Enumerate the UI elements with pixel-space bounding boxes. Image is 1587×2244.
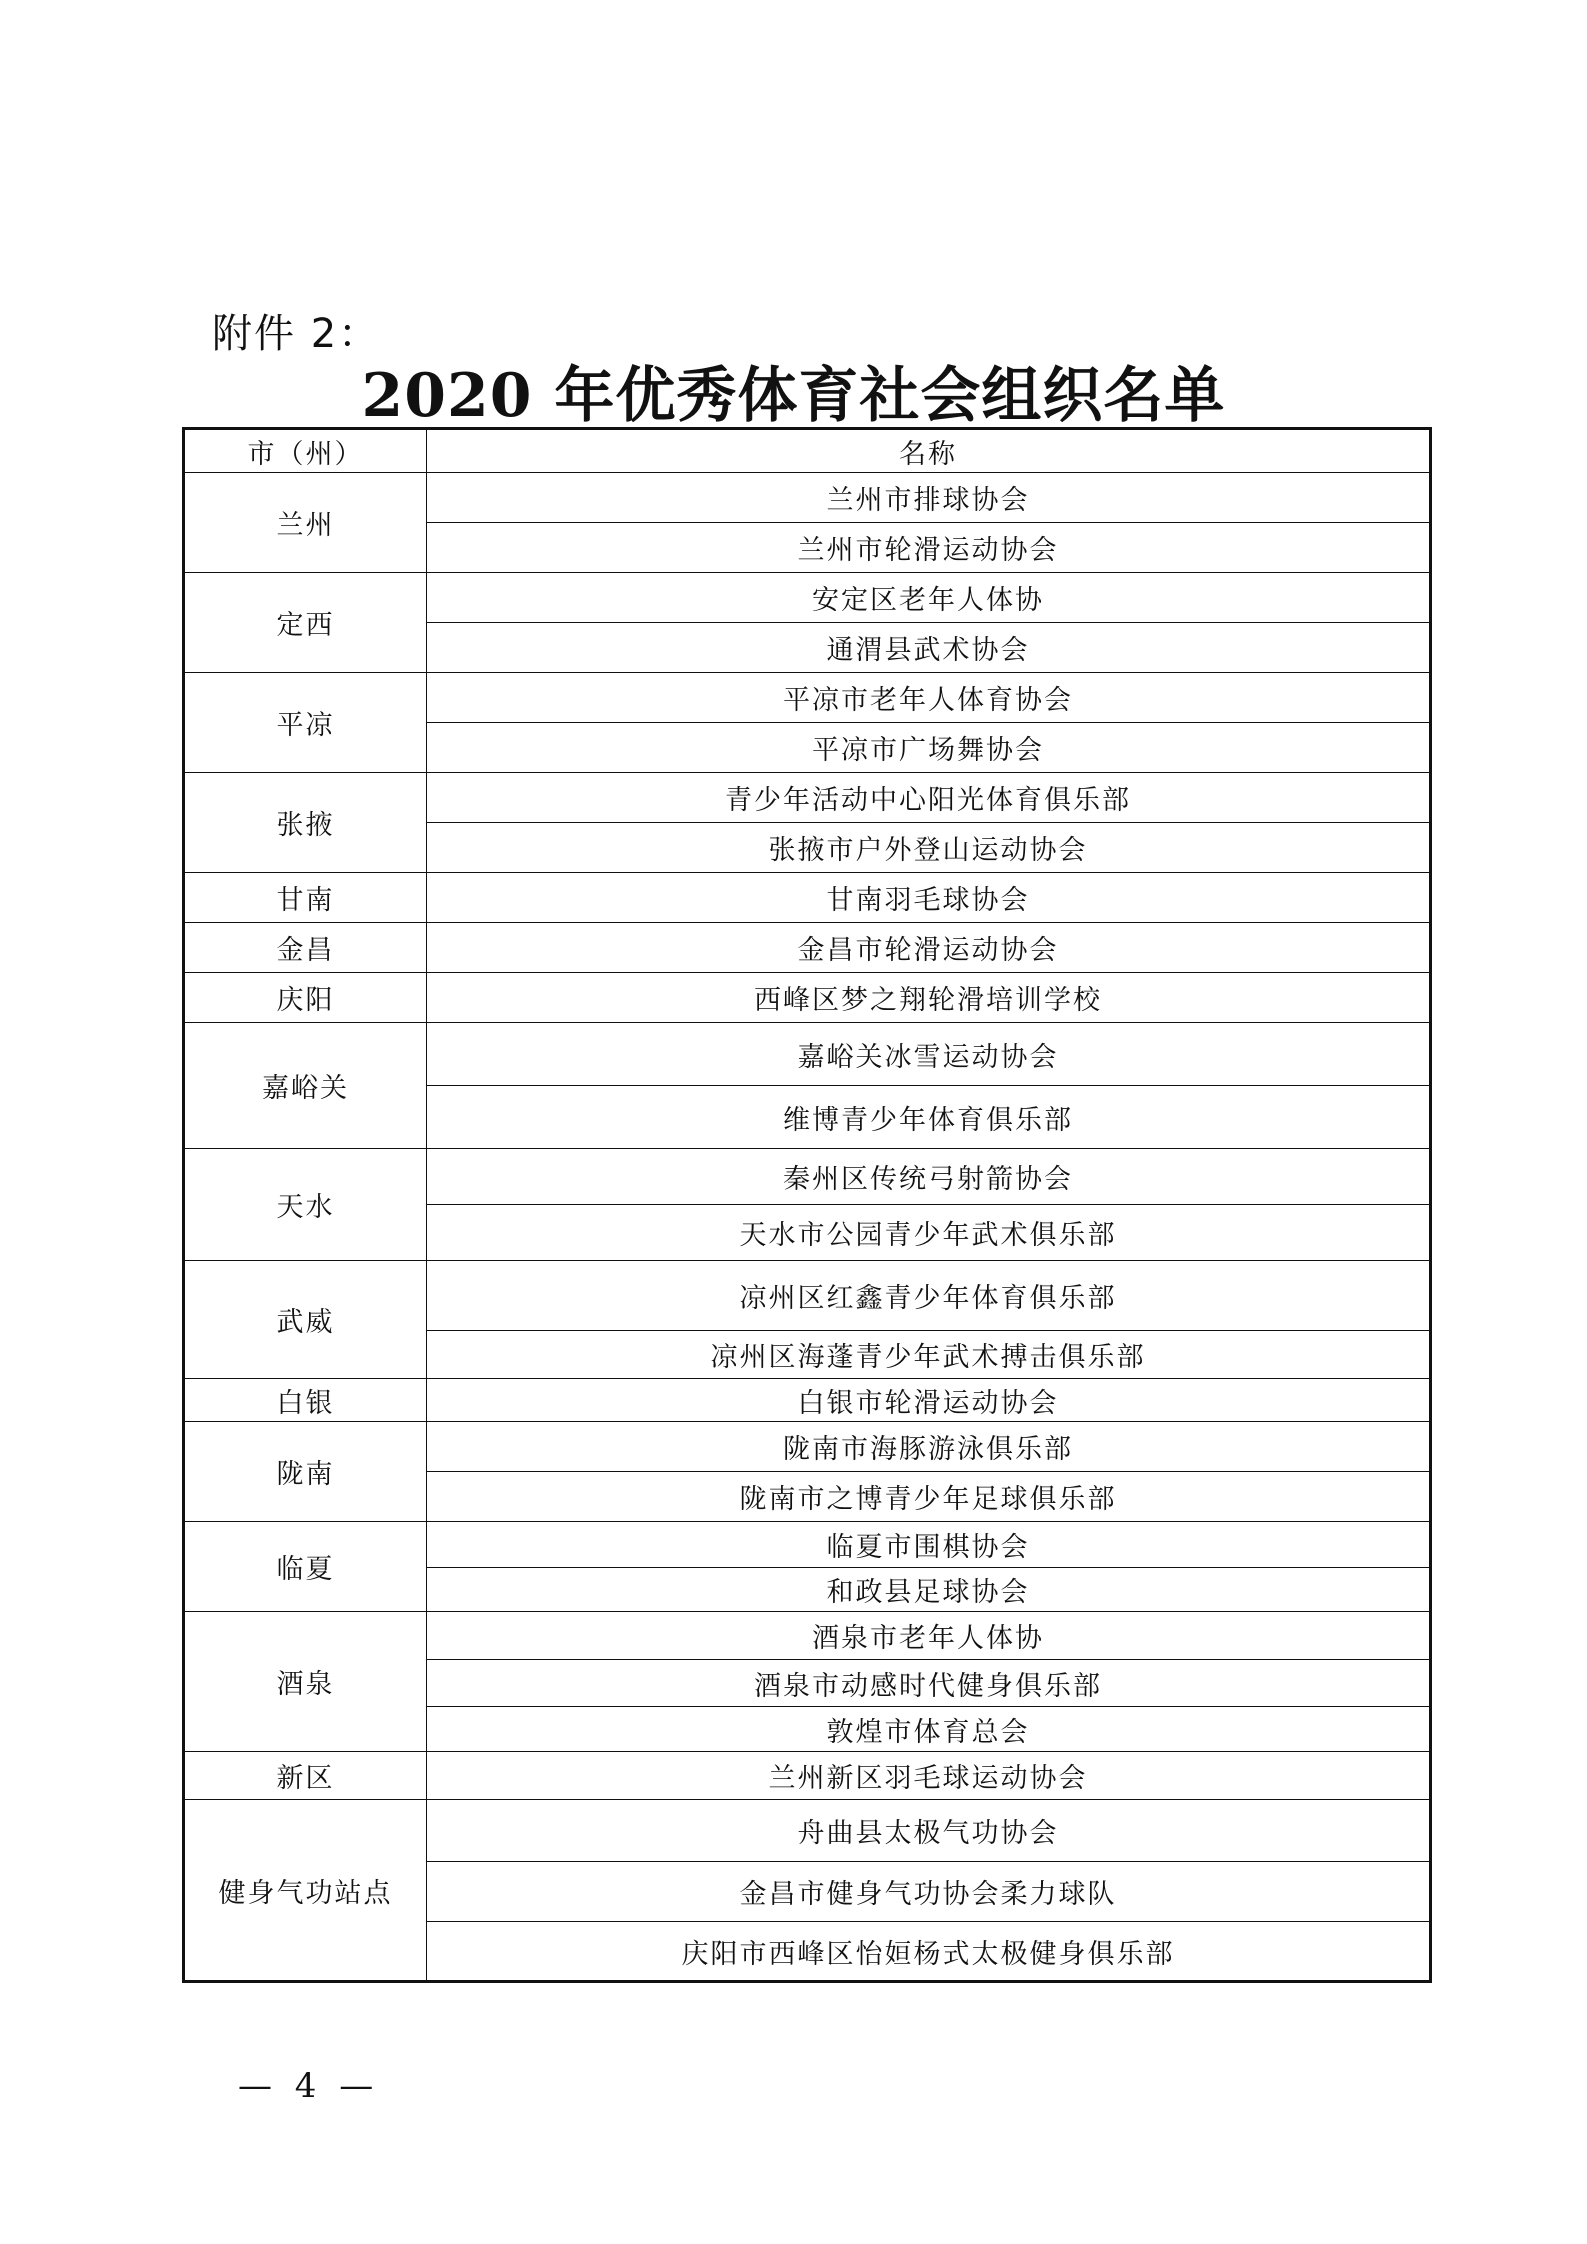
- header-city: 市（州）: [184, 429, 427, 473]
- city-cell: 健身气功站点: [184, 1800, 427, 1982]
- organization-name-cell: 白银市轮滑运动协会: [427, 1379, 1431, 1422]
- organization-name-cell: 维博青少年体育俱乐部: [427, 1086, 1431, 1149]
- organization-name-cell: 嘉峪关冰雪运动协会: [427, 1023, 1431, 1086]
- page-number: — 4 —: [238, 2066, 380, 2106]
- table-row: [184, 1149, 1431, 1205]
- organization-name-cell: 凉州区红鑫青少年体育俱乐部: [427, 1261, 1431, 1331]
- header-name: 名称: [427, 429, 1431, 473]
- organization-name-cell: 酒泉市动感时代健身俱乐部: [427, 1660, 1431, 1707]
- organization-name-cell: 凉州区海蓬青少年武术搏击俱乐部: [427, 1331, 1431, 1379]
- table-row: [184, 923, 1431, 973]
- organization-name-cell: 平凉市老年人体育协会: [427, 673, 1431, 723]
- city-cell: 兰州: [184, 473, 427, 573]
- table-body: [184, 473, 1431, 1982]
- organization-name-cell: 天水市公园青少年武术俱乐部: [427, 1205, 1431, 1261]
- organization-name-cell: 秦州区传统弓射箭协会: [427, 1149, 1431, 1205]
- city-cell: 金昌: [184, 923, 427, 973]
- organization-name-cell: 金昌市健身气功协会柔力球队: [427, 1862, 1431, 1922]
- organization-name-cell: 平凉市广场舞协会: [427, 723, 1431, 773]
- organization-name-cell: 张掖市户外登山运动协会: [427, 823, 1431, 873]
- table-row: [184, 1800, 1431, 1862]
- city-cell: 甘南: [184, 873, 427, 923]
- organization-table: [182, 427, 1432, 1983]
- city-cell: 天水: [184, 1149, 427, 1261]
- table-row: [184, 1379, 1431, 1422]
- city-cell: 嘉峪关: [184, 1023, 427, 1149]
- organization-name-cell: 临夏市围棋协会: [427, 1522, 1431, 1568]
- city-cell: 酒泉: [184, 1612, 427, 1752]
- organization-name-cell: 敦煌市体育总会: [427, 1707, 1431, 1752]
- table-row: [184, 673, 1431, 723]
- table-row: [184, 1612, 1431, 1660]
- table-row: [184, 873, 1431, 923]
- table-row: [184, 773, 1431, 823]
- organization-name-cell: 兰州新区羽毛球运动协会: [427, 1752, 1431, 1800]
- organization-name-cell: 西峰区梦之翔轮滑培训学校: [427, 973, 1431, 1023]
- city-cell: 陇南: [184, 1422, 427, 1522]
- organization-name-cell: 青少年活动中心阳光体育俱乐部: [427, 773, 1431, 823]
- city-cell: 白银: [184, 1379, 427, 1422]
- organization-name-cell: 陇南市之博青少年足球俱乐部: [427, 1472, 1431, 1522]
- table-header-row: [184, 429, 1431, 473]
- city-cell: 武威: [184, 1261, 427, 1379]
- table-row: [184, 473, 1431, 523]
- organization-name-cell: 酒泉市老年人体协: [427, 1612, 1431, 1660]
- organization-name-cell: 安定区老年人体协: [427, 573, 1431, 623]
- table-row: [184, 573, 1431, 623]
- city-cell: 平凉: [184, 673, 427, 773]
- attachment-label: 附件 2：: [212, 311, 381, 357]
- organization-name-cell: 陇南市海豚游泳俱乐部: [427, 1422, 1431, 1472]
- organization-name-cell: 通渭县武术协会: [427, 623, 1431, 673]
- organization-name-cell: 舟曲县太极气功协会: [427, 1800, 1431, 1862]
- organization-name-cell: 金昌市轮滑运动协会: [427, 923, 1431, 973]
- table-row: [184, 1261, 1431, 1331]
- organization-name-cell: 兰州市排球协会: [427, 473, 1431, 523]
- page-title: 2020 年优秀体育社会组织名单: [361, 361, 1226, 431]
- organization-name-cell: 兰州市轮滑运动协会: [427, 523, 1431, 573]
- city-cell: 新区: [184, 1752, 427, 1800]
- table-row: [184, 1422, 1431, 1472]
- city-cell: 定西: [184, 573, 427, 673]
- organization-name-cell: 和政县足球协会: [427, 1568, 1431, 1612]
- organization-name-cell: 庆阳市西峰区怡姮杨式太极健身俱乐部: [427, 1922, 1431, 1982]
- table-row: [184, 1023, 1431, 1086]
- city-cell: 临夏: [184, 1522, 427, 1612]
- city-cell: 庆阳: [184, 973, 427, 1023]
- table-row: [184, 1752, 1431, 1800]
- city-cell: 张掖: [184, 773, 427, 873]
- table-row: [184, 1522, 1431, 1568]
- organization-name-cell: 甘南羽毛球协会: [427, 873, 1431, 923]
- table-row: [184, 973, 1431, 1023]
